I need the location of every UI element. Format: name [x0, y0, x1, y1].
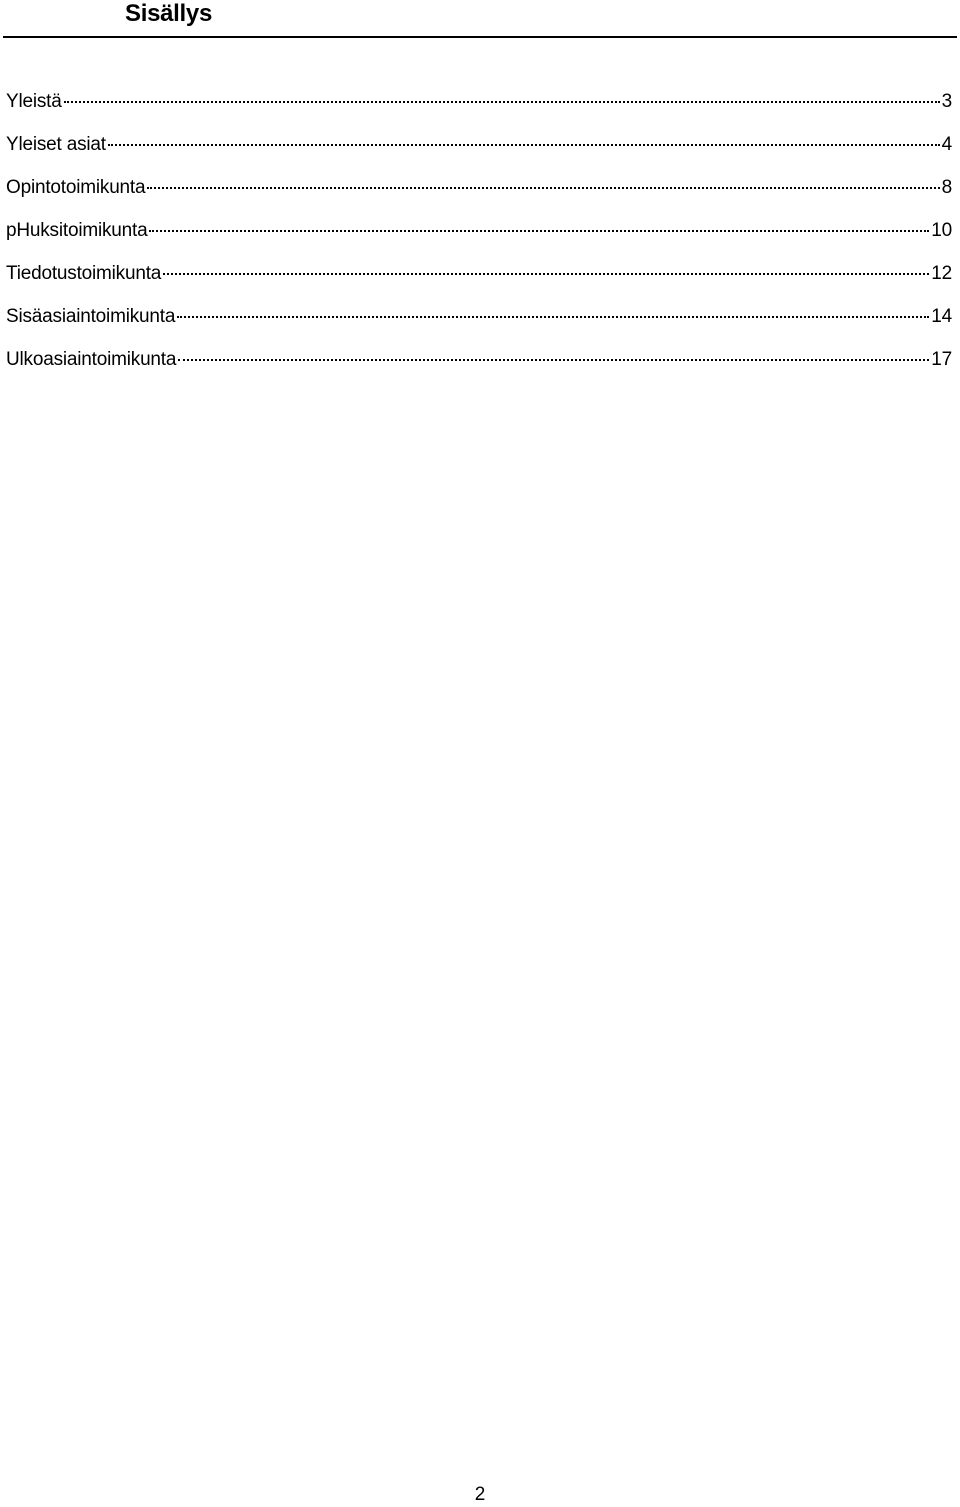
- dot-leader: [177, 313, 929, 318]
- dot-leader: [163, 270, 929, 275]
- toc-entry-phuksitoimikunta[interactable]: [6, 219, 952, 262]
- toc-entry-page: 14: [931, 306, 952, 327]
- toc-entry-tiedotustoimikunta[interactable]: [6, 262, 952, 305]
- toc-entry-page: 12: [931, 263, 952, 284]
- dot-leader: [147, 184, 939, 189]
- page-number: 2: [474, 1484, 486, 1505]
- toc-entry-page: 17: [931, 349, 952, 370]
- dot-leader: [149, 227, 929, 232]
- toc-entry-yleista[interactable]: [6, 90, 952, 133]
- toc-entry-page: 3: [941, 91, 952, 112]
- toc-entry-page: 4: [941, 134, 952, 155]
- toc-entry-page: 10: [931, 220, 952, 241]
- toc-entry-title: Yleistä: [6, 91, 62, 112]
- toc-heading: [3, 0, 957, 38]
- toc-entry-ulkoasiaintoimikunta[interactable]: [6, 348, 952, 391]
- dot-leader: [64, 98, 940, 103]
- toc-entry-yleiset-asiat[interactable]: [6, 133, 952, 176]
- page-title: Sisällys: [125, 0, 213, 27]
- toc-entry-page: 8: [941, 177, 952, 198]
- toc-entry-title: Tiedotustoimikunta: [6, 263, 162, 284]
- toc-entry-opintotoimikunta[interactable]: [6, 176, 952, 219]
- toc-entry-title: Sisäasiaintoimikunta: [6, 306, 176, 327]
- dot-leader: [178, 356, 929, 361]
- dot-leader: [108, 141, 940, 146]
- table-of-contents: [6, 90, 952, 391]
- toc-entry-title: Ulkoasiaintoimikunta: [6, 349, 177, 370]
- toc-entry-title: Yleiset asiat: [6, 134, 106, 155]
- toc-entry-title: Opintotoimikunta: [6, 177, 146, 198]
- toc-entry-title: pHuksitoimikunta: [6, 220, 148, 241]
- toc-entry-sisaasiaintoimikunta[interactable]: [6, 305, 952, 348]
